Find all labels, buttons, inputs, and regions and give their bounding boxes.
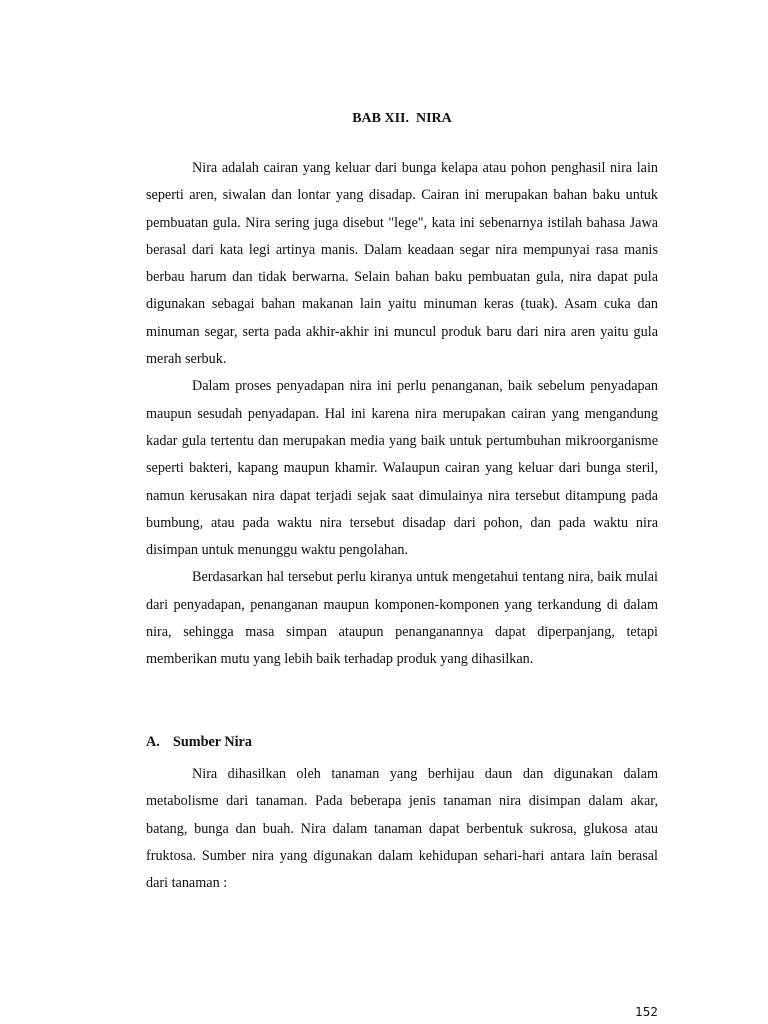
section-a-heading — [146, 733, 658, 751]
section-a-paragraph: Nira dihasilkan oleh tanaman yang berhijau daun dan digunakan dalam metabolisme dari tanaman. Pada beberapa jenis tanaman nira disimpan dalam akar, batang, bunga dan buah. Nira dalam tanaman dapat berbentuk sukrosa, glukosa atau fruktosa. Sumber nira yang digunakan dalam kehidupan sehari-hari antara lain berasal dari tanaman : — [146, 766, 658, 892]
section-a-body — [146, 761, 658, 897]
page-number: 152 — [635, 1005, 658, 1019]
intro-body — [146, 155, 658, 674]
paragraph-2: Dalam proses penyadapan nira ini perlu penanganan, baik sebelum penyadapan maupun sesudah penyadapan. Hal ini karena nira merupakan cairan yang mengandung kadar gula tertentu dan merupakan media yang baik untuk pertumbuhan mikroorganisme seperti bakteri, kapang maupun khamir. Walaupun cairan yang keluar dari bunga steril, namun kerusakan nira dapat terjadi sejak saat dimulainya nira tersebut ditampung pada bumbung, atau pada waktu nira tersebut disadap dari pohon, dan pada waktu nira disimpan untuk menunggu waktu pengolahan. — [146, 378, 658, 559]
paragraph-3: Berdasarkan hal tersebut perlu kiranya untuk mengetahui tentang nira, baik mulai dari penyadapan, penanganan maupun komponen-komponen yang terkandung di dalam nira, sehingga masa simpan ataupun penanganannya dapat diperpanjang, tetapi memberikan mutu yang lebih baik terhadap produk yang dihasilkan. — [146, 569, 658, 668]
chapter-title: BAB XII. NIRA — [352, 111, 452, 126]
paragraph-1: Nira adalah cairan yang keluar dari bunga kelapa atau pohon penghasil nira lain seperti aren, siwalan dan lontar yang disadap. Cairan ini merupakan bahan baku untuk pembuatan gula. Nira sering juga disebut "lege", kata ini sebenarnya istilah bahasa Jawa berasal dari kata legi artinya manis. Dalam keadaan segar nira mempunyai rasa manis berbau harum dan tidak berwarna. Selain bahan baku pembuatan gula, nira dapat pula digunakan sebagai bahan makanan lain yaitu minuman keras (tuak). Asam cuka dan minuman segar, serta pada akhir-akhir ini muncul produk baru dari nira aren yaitu gula merah serbuk. — [146, 160, 658, 368]
section-a-title: Sumber Nira — [173, 734, 252, 750]
section-a-number: A. — [146, 734, 160, 750]
